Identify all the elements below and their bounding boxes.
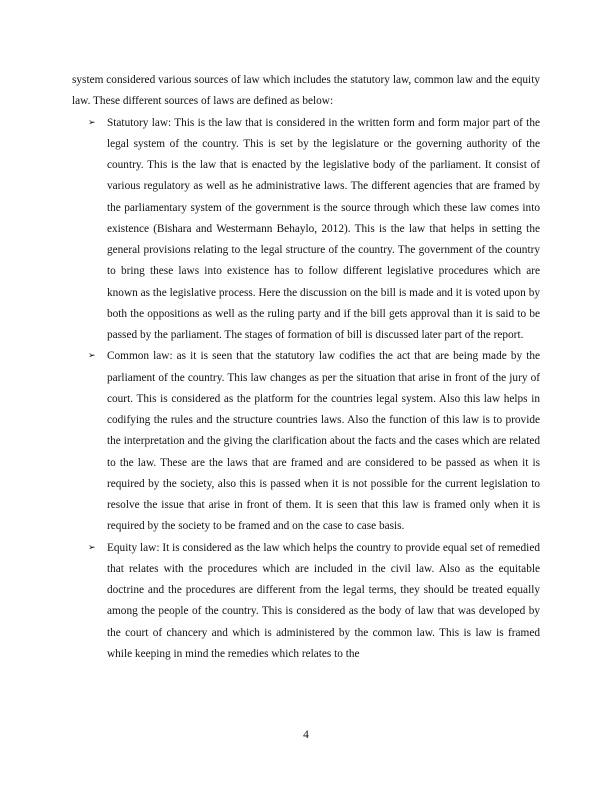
law-sources-list [72, 113, 540, 666]
list-item-statutory-law [72, 113, 540, 347]
list-item-equity-law [72, 538, 540, 666]
arrowhead-bullet-icon: ➢ [88, 351, 96, 362]
body-text [72, 70, 540, 665]
list-item-text: Statutory law: This is the law that is considered in the written form and form major part of the legal system of the country. This is set by the legislature or the governing authority of the country. This is the law that is enacted by the legislative body of the parliament. It consist of various regulatory as well as he administrative laws. The different agencies that are framed by the parliamentary system of the government is the source through which these law comes into existence (Bishara and Westermann Behaylo, 2012). This is the law that helps in setting the general provisions relating to the legal structure of the country. The government of the country to bring these laws into existence has to follow different legislative procedures which are known as the legislative process. Here the discussion on the bill is made and it is voted upon by both the oppositions as well as the ruling party and if the bill gets approval than it is said to be passed by the parliament. The stages of formation of bill is discussed later part of the report. [107, 116, 540, 341]
intro-paragraph: system considered various sources of law which includes the statutory law, common law and the equity law. These different sources of laws are defined as below: [72, 74, 540, 108]
arrowhead-bullet-icon: ➢ [88, 117, 96, 128]
list-item-text: Common law: as it is seen that the statutory law codifies the act that are being made by the parliament of the country. This law changes as per the situation that arise in front of the jury of court. This is considered as the platform for the countries legal system. Also this law helps in codifying the rules and the structure countries laws. Also the function of this law is to provide the interpretation and the giving the clarification about the facts and the cases which are related to the law. These are the laws that are framed and are considered to be passed as when it is required by the society, also this is passed when it is not possible for the current legislation to resolve the issue that arise in front of them. It is seen that this law is framed only when it is required by the society to be framed and on the case to case basis. [107, 350, 540, 533]
arrowhead-bullet-icon: ➢ [88, 542, 96, 553]
list-item-text: Equity law: It is considered as the law which helps the country to provide equal set of remedied that relates with the procedures which are included in the civil law. Also as the equitable doctrine and the procedures are different from the legal terms, they should be treated equally among the people of the country. This is considered as the body of law that was developed by the court of chancery and which is administered by the common law. This is law is framed while keeping in mind the remedies which relates to the [107, 541, 540, 660]
list-item-common-law [72, 346, 540, 537]
page-number: 4 [303, 729, 309, 741]
